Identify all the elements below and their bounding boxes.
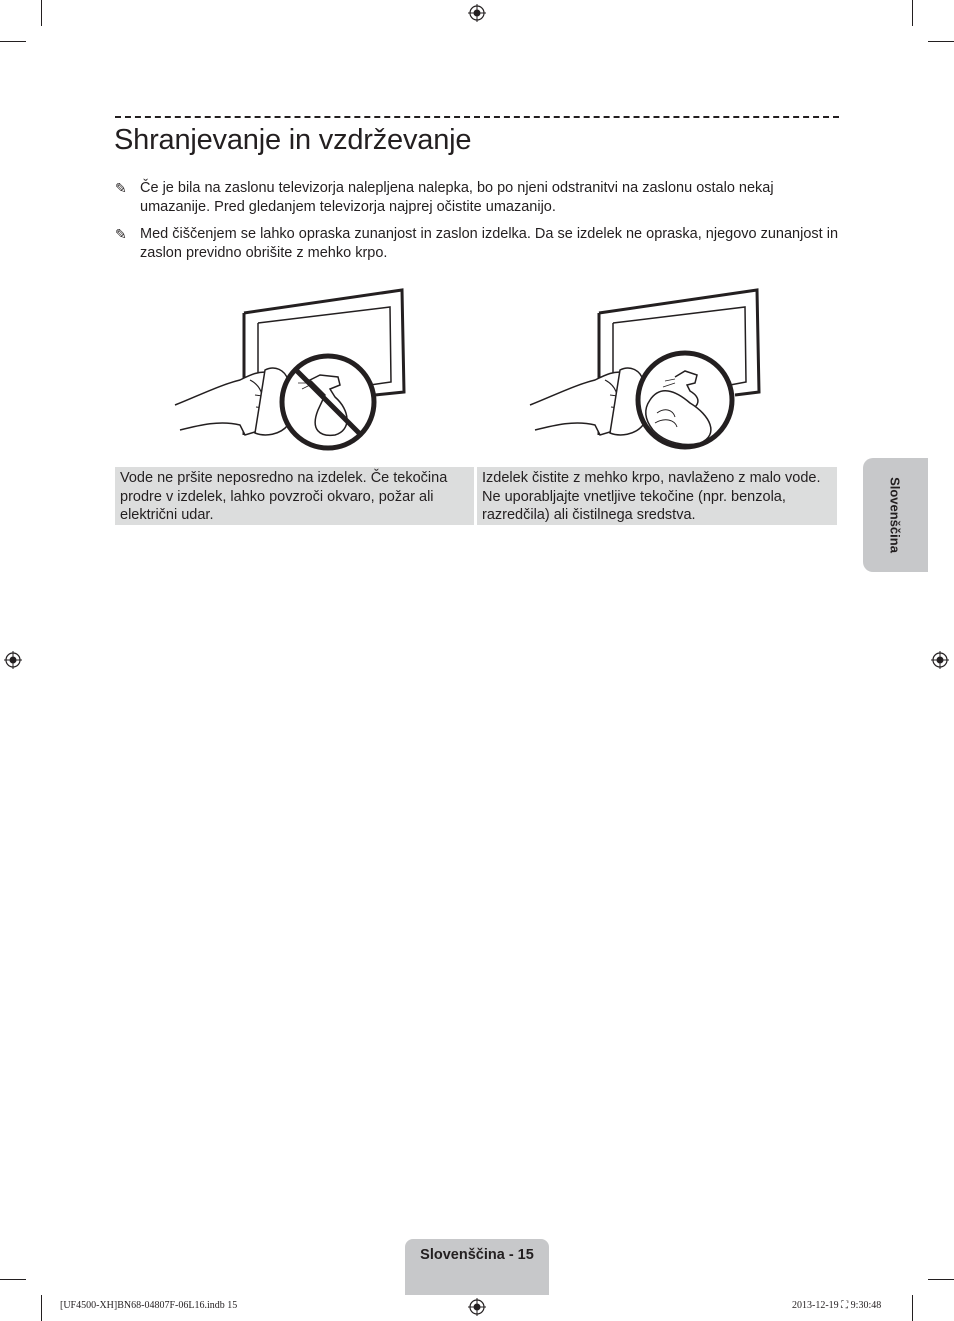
caption-text: Izdelek čistite z mehko krpo, navlaženo z malo vode. Ne uporabljajte vnetljive tekočine (npr. benzola, razredčila) ali čistilnega sredstva. [482, 470, 821, 523]
no-spray-on-screen-illustration [170, 285, 410, 455]
registration-mark-icon [931, 651, 949, 669]
page-title: Shranjevanje in vzdrževanje [114, 124, 472, 156]
caption-text: Vode ne pršite neposredno na izdelek. Če tekočina prodre v izdelek, lahko povzroči okvaro, požar ali električni udar. [120, 470, 448, 523]
pencil-note-icon: ✎ [115, 226, 127, 242]
spray-on-cloth-illustration [525, 285, 765, 455]
language-side-tab [863, 458, 928, 572]
crop-mark [0, 41, 26, 42]
print-slug-timestamp: 2013-12-19 ⛶ 9:30:48 [792, 1300, 882, 1311]
page-number-label: Slovenščina - 15 [420, 1247, 534, 1263]
note-text: Če je bila na zaslonu televizorja nalepljena nalepka, bo po njeni odstranitvi na zaslonu ostalo nekaj umazanije. Pred gledanjem televizorja najprej očistite umazanijo. [140, 180, 774, 215]
page-number-tab [405, 1239, 549, 1295]
pencil-note-icon: ✎ [115, 180, 127, 196]
crop-mark [912, 0, 913, 26]
note-text: Med čiščenjem se lahko opraska zunanjost in zaslon izdelka. Da se izdelek ne opraska, njegovo zunanjost in zaslon previdno obrišite z mehko krpo. [140, 226, 839, 261]
print-slug-file: [UF4500-XH]BN68-04807F-06L16.indb 15 [60, 1300, 238, 1311]
registration-mark-icon [4, 651, 22, 669]
crop-mark [41, 0, 42, 26]
registration-mark-icon [468, 1298, 486, 1316]
crop-mark [928, 41, 954, 42]
caption-box-spray-cloth [477, 467, 837, 525]
language-side-tab-label: Slovenščina [887, 477, 903, 553]
section-divider [115, 116, 839, 118]
registration-mark-icon [468, 4, 486, 22]
crop-mark [928, 1279, 954, 1280]
crop-mark [41, 1295, 42, 1321]
caption-box-no-spray [115, 467, 474, 525]
crop-mark [912, 1295, 913, 1321]
crop-mark [0, 1279, 26, 1280]
